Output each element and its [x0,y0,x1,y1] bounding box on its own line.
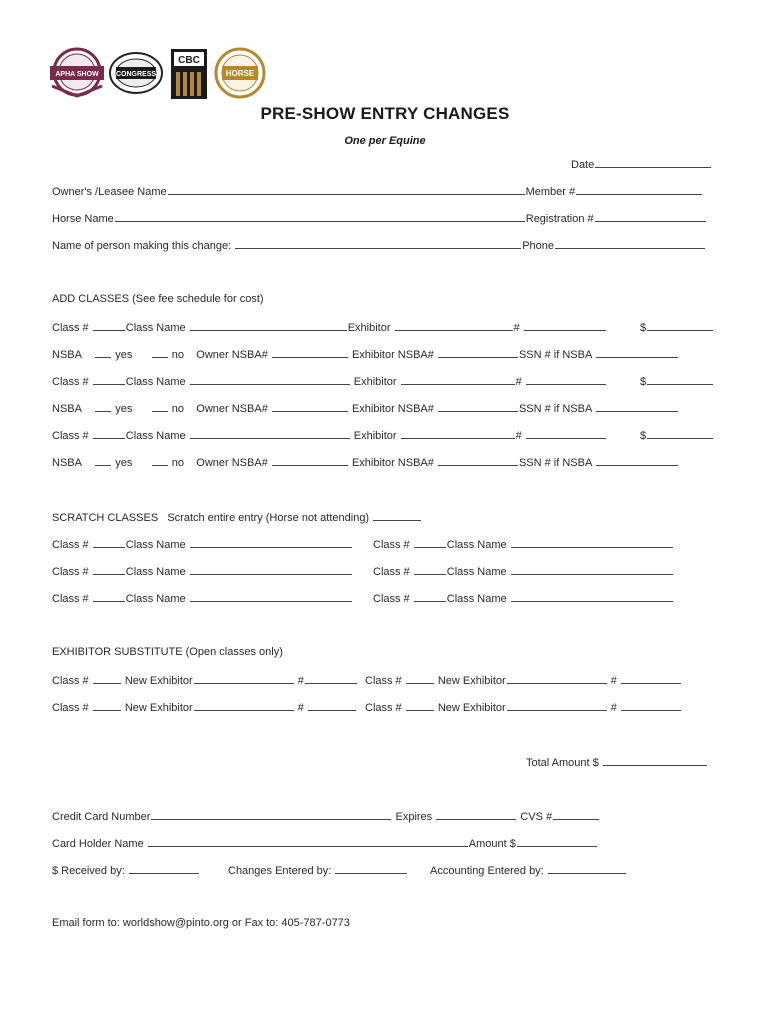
nsba-no-field[interactable] [152,347,168,358]
class-num-field[interactable] [93,564,125,575]
nsba-no-field[interactable] [152,455,168,466]
substitute-row [365,700,682,714]
svg-text:CONGRESS: CONGRESS [115,71,157,78]
hash-label: # [515,430,522,442]
scratch-row [52,564,353,578]
class-name-label: Class Name [446,566,507,578]
dollar-label: $ [640,376,647,388]
substitute-row [52,673,358,687]
new-exhibitor-field[interactable] [507,700,607,711]
substitute-row [52,700,357,714]
exhibitor-label: Exhibitor [353,376,397,388]
substitute-row [365,673,682,687]
exhibitor-nsba-field[interactable] [438,455,518,466]
exhibitor-label: Exhibitor [353,430,397,442]
registration-label: Registration # [525,213,594,225]
exhibitor-number-field[interactable] [308,700,356,711]
owner-nsba-field[interactable] [272,401,348,412]
exhibitor-nsba-field[interactable] [438,401,518,412]
fee-row [640,374,714,388]
class-num-field[interactable] [414,537,446,548]
new-exhibitor-label: New Exhibitor [437,675,506,687]
class-name-field[interactable] [190,320,347,331]
fee-field[interactable] [647,374,713,385]
class-name-label: Class Name [125,376,186,388]
ssn-label: SSN # if NSBA [518,457,592,469]
phone-label: Phone [522,240,555,252]
class-num-label: Class # [373,566,410,578]
class-num-label: Class # [52,702,89,714]
class-name-label: Class Name [125,430,186,442]
class-num-label: Class # [52,675,89,687]
horse-field[interactable] [115,211,525,222]
class-name-label: Class Name [125,566,186,578]
exhibitor-field[interactable] [401,428,515,439]
no-label: no [171,457,185,469]
exhibitor-number-field[interactable] [305,673,357,684]
fee-row [640,320,714,334]
class-num-field[interactable] [406,700,434,711]
ssn-label: SSN # if NSBA [518,349,592,361]
received-label: $ Received by: [52,865,125,877]
dollar-label: $ [640,430,647,442]
class-num-label: Class # [52,430,89,442]
hash-label: # [610,675,617,687]
accounting-entered-row [430,863,627,877]
owner-nsba-label: Owner NSBA# [196,349,268,361]
class-num-field[interactable] [93,591,125,602]
exhibitor-number-field[interactable] [621,700,681,711]
total-row [526,755,708,769]
hash-label: # [515,376,522,388]
add-classes-heading: ADD CLASSES (See fee schedule for cost) [52,293,264,305]
fee-field[interactable] [647,428,713,439]
ssn-field[interactable] [596,347,678,358]
member-field[interactable] [576,184,702,195]
add-class-row [52,320,607,334]
accounting-entered-label: Accounting Entered by: [430,865,544,877]
class-num-field[interactable] [93,428,125,439]
new-exhibitor-label: New Exhibitor [124,675,193,687]
class-num-label: Class # [52,376,89,388]
nsba-label: NSBA [52,349,82,361]
class-name-field[interactable] [511,591,673,602]
nsba-row [52,401,679,415]
no-label: no [171,403,185,415]
received-field[interactable] [129,863,199,874]
registration-field[interactable] [595,211,706,222]
expires-label: Expires [395,811,433,823]
class-name-field[interactable] [190,591,352,602]
cvs-label: CVS # [520,811,553,823]
nsba-label: NSBA [52,457,82,469]
class-num-field[interactable] [93,320,125,331]
class-name-field[interactable] [190,564,352,575]
class-name-field[interactable] [190,537,352,548]
card-holder-field[interactable] [148,836,468,847]
email-instructions: Email form to: worldshow@pinto.org or Fax to: 405-787-0773 [52,917,350,929]
hash-label: # [297,675,304,687]
amount-label: Amount $ [468,838,516,850]
nsba-yes-field[interactable] [95,401,111,412]
ssn-field[interactable] [596,401,678,412]
date-field[interactable] [595,157,711,168]
class-num-label: Class # [52,539,89,551]
no-label: no [171,349,185,361]
cbc-logo [170,48,208,100]
nsba-row [52,347,679,361]
hash-label: # [610,702,617,714]
scratch-row [373,537,674,551]
class-num-field[interactable] [414,564,446,575]
scratch-entire-label: Scratch entire entry (Horse not attending) [167,512,370,524]
nsba-yes-field[interactable] [95,455,111,466]
changes-entered-field[interactable] [335,863,407,874]
class-name-label: Class Name [446,539,507,551]
scratch-heading-row [52,510,422,524]
class-num-label: Class # [52,593,89,605]
class-num-label: Class # [52,566,89,578]
owner-field[interactable] [168,184,525,195]
class-name-field[interactable] [190,428,350,439]
new-exhibitor-field[interactable] [194,673,294,684]
exhibitor-field[interactable] [401,374,515,385]
apha-show-logo [46,46,108,98]
exhibitor-nsba-field[interactable] [438,347,518,358]
add-class-row [52,428,607,442]
exhibitor-number-field[interactable] [621,673,681,684]
nsba-label: NSBA [52,403,82,415]
exhibitor-nsba-label: Exhibitor NSBA# [351,349,434,361]
ssn-field[interactable] [596,455,678,466]
class-name-field[interactable] [511,537,673,548]
fee-field[interactable] [647,320,713,331]
substitute-heading: EXHIBITOR SUBSTITUTE (Open classes only) [52,646,283,658]
person-row [52,238,706,252]
congress-logo [108,50,164,96]
exhibitor-nsba-label: Exhibitor NSBA# [351,403,434,415]
cvs-field[interactable] [553,809,599,820]
date-row [571,157,712,171]
scratch-entire-field[interactable] [373,510,421,521]
total-field[interactable] [603,755,707,766]
page-subtitle: One per Equine [344,135,426,147]
exhibitor-number-field[interactable] [524,320,606,331]
person-field[interactable] [235,238,521,249]
fee-row [640,428,714,442]
hash-label: # [297,702,304,714]
total-label: Total Amount $ [526,757,599,769]
new-exhibitor-field[interactable] [194,700,294,711]
class-num-label: Class # [373,539,410,551]
class-num-label: Class # [365,675,402,687]
scratch-row [52,537,353,551]
scratch-heading: SCRATCH CLASSES [52,512,159,524]
changes-entered-row [228,863,408,877]
class-num-field[interactable] [414,591,446,602]
class-num-field[interactable] [93,537,125,548]
horse-label: Horse Name [52,213,114,225]
nsba-row [52,455,679,469]
class-name-label: Class Name [125,593,186,605]
owner-nsba-label: Owner NSBA# [196,403,268,415]
exhibitor-field[interactable] [395,320,513,331]
scratch-row [373,591,674,605]
received-row [52,863,200,877]
date-label: Date [571,159,595,171]
exhibitor-number-field[interactable] [526,374,606,385]
page-title: PRE-SHOW ENTRY CHANGES [260,104,510,123]
holder-row [52,836,598,850]
horse-logo [212,46,268,100]
class-num-label: Class # [52,322,89,334]
card-holder-label: Card Holder Name [52,838,144,850]
svg-text:APHA SHOW: APHA SHOW [55,71,99,78]
scratch-row [373,564,674,578]
new-exhibitor-field[interactable] [507,673,607,684]
new-exhibitor-label: New Exhibitor [437,702,506,714]
new-exhibitor-label: New Exhibitor [124,702,193,714]
nsba-yes-field[interactable] [95,347,111,358]
owner-label: Owner's /Leasee Name [52,186,167,198]
exhibitor-label: Exhibitor [347,322,391,334]
owner-nsba-label: Owner NSBA# [196,457,268,469]
class-num-field[interactable] [406,673,434,684]
hash-label: # [513,322,520,334]
yes-label: yes [115,457,133,469]
class-name-field[interactable] [190,374,350,385]
accounting-entered-field[interactable] [548,863,626,874]
dollar-label: $ [640,322,647,334]
class-num-field[interactable] [93,700,121,711]
svg-text:CBC: CBC [178,55,200,66]
expires-field[interactable] [436,809,516,820]
owner-row [52,184,703,198]
card-number-field[interactable] [151,809,391,820]
ssn-label: SSN # if NSBA [518,403,592,415]
member-label: Member # [525,186,576,198]
add-class-row [52,374,607,388]
nsba-no-field[interactable] [152,401,168,412]
class-name-field[interactable] [511,564,673,575]
amount-field[interactable] [517,836,597,847]
owner-nsba-field[interactable] [272,347,348,358]
class-num-field[interactable] [93,673,121,684]
owner-nsba-field[interactable] [272,455,348,466]
class-name-label: Class Name [125,322,186,334]
class-name-label: Class Name [125,539,186,551]
person-label: Name of person making this change: [52,240,232,252]
class-num-field[interactable] [93,374,125,385]
horse-row [52,211,707,225]
card-row [52,809,600,823]
changes-entered-label: Changes Entered by: [228,865,332,877]
class-num-label: Class # [365,702,402,714]
scratch-row [52,591,353,605]
phone-field[interactable] [555,238,705,249]
class-name-label: Class Name [446,593,507,605]
svg-text:HORSE: HORSE [225,69,255,78]
exhibitor-number-field[interactable] [526,428,606,439]
yes-label: yes [115,349,133,361]
card-number-label: Credit Card Number [52,811,151,823]
class-num-label: Class # [373,593,410,605]
yes-label: yes [115,403,133,415]
exhibitor-nsba-label: Exhibitor NSBA# [351,457,434,469]
